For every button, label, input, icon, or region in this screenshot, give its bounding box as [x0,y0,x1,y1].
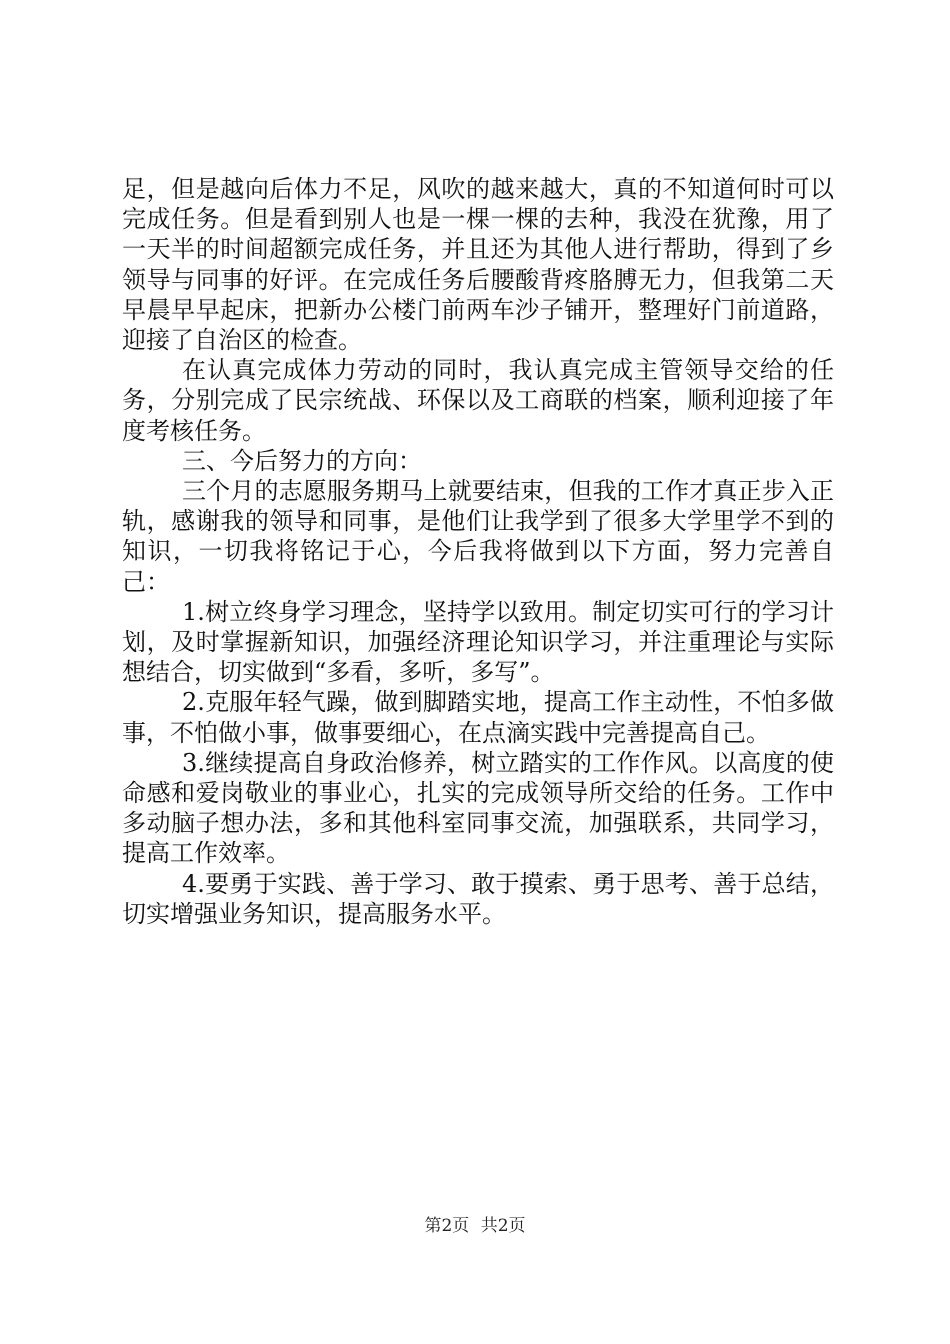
page-number: 第2页 [424,1216,470,1236]
section-heading-future-direction: 三、今后努力的方向： [182,446,422,475]
list-item-3: 3.继续提高自身政治修养，树立踏实的工作作风。以高度的使命感和爱岗敬业的事业心，扎实的完成领导所交给的任务。工作中多动脑子想办法，多和其他科室同事交流，加强联系，共同学习，提高工作效率。 [122,748,834,868]
paragraph-continuation: 足，但是越向后体力不足，风吹的越来越大，真的不知道何时可以完成任务。但是看到别人也是一棵一棵的去种，我没在犹豫，用了一天半的时间超额完成任务，并且还为其他人进行帮助，得到了乡领导与同事的好评。在完成任务后腰酸背疼胳膊无力，但我第二天早晨早早起床，把新办公楼门前两车沙子铺开，整理好门前道路，迎接了自治区的检查。 [122,175,834,355]
page-total: 共2页 [480,1216,526,1236]
list-item-1: 1.树立终身学习理念，坚持学以致用。制定切实可行的学习计划，及时掌握新知识，加强经济理论知识学习，并注重理论与实际想结合，切实做到“多看，多听，多写”。 [122,597,834,687]
paragraph-task-completion: 在认真完成体力劳动的同时，我认真完成主管领导交给的任务，分别完成了民宗统战、环保以及工商联的档案，顺利迎接了年度考核任务。 [122,356,834,445]
list-item-4: 4.要勇于实践、善于学习、敢于摸索、勇于思考、善于总结，切实增强业务知识，提高服务水平。 [122,869,834,928]
list-item-2: 2.克服年轻气躁，做到脚踏实地，提高工作主动性，不怕多做事，不怕做小事，做事要细心，在点滴实践中完善提高自己。 [122,688,834,747]
page-footer [0,1216,950,1236]
document-body [122,174,834,929]
paragraph-intro: 三个月的志愿服务期马上就要结束，但我的工作才真正步入正轨，感谢我的领导和同事，是他们让我学到了很多大学里学不到的知识，一切我将铭记于心，今后我将做到以下方面，努力完善自己： [122,477,834,596]
